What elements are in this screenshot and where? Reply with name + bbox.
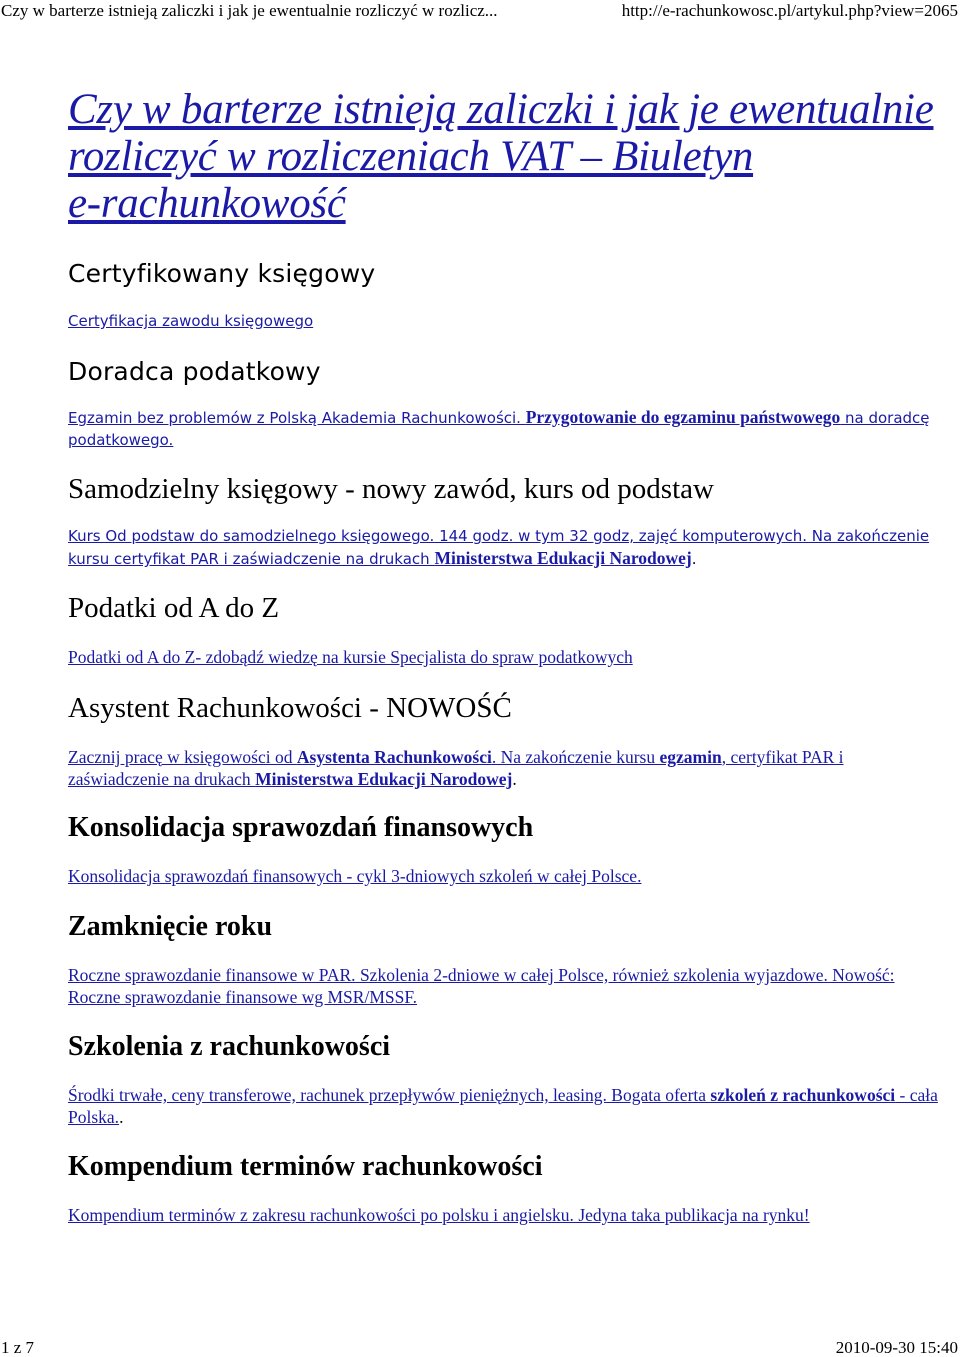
section-heading: Samodzielny księgowy - nowy zawód, kurs od podstaw (68, 473, 714, 505)
article-title (68, 86, 948, 227)
konsolidacja-link[interactable]: Konsolidacja sprawozdań finansowych - cykl 3-dniowych szkoleń w całej Polsce. (68, 866, 642, 886)
section-heading: Szkolenia z rachunkowości (68, 1031, 391, 1062)
kompendium-link[interactable]: Kompendium terminów z zakresu rachunkowości po polsku i angielsku. (68, 1205, 574, 1225)
men-link[interactable]: Ministerstwa Edukacji Narodowej (434, 548, 692, 568)
asystent-link[interactable]: Asystenta Rachunkowości (296, 747, 492, 767)
cala-polska-link[interactable]: - cała Polska. (68, 1085, 938, 1127)
section-heading: Doradca podatkowy (68, 357, 321, 386)
section-szkolenia (68, 1030, 948, 1128)
title-line-2: rozliczyć w rozliczeniach VAT – Biuletyn (68, 133, 754, 180)
roczne-sprawozdanie-link[interactable]: Roczne sprawozdanie finansowe w PAR. (68, 965, 356, 985)
egzamin-strong-link[interactable]: egzamin (659, 747, 722, 767)
section-podatki (68, 591, 948, 668)
period: . (512, 769, 517, 789)
section-doradca-podatkowy (68, 355, 948, 451)
print-header (0, 0, 960, 24)
podatki-link[interactable]: Podatki od A do Z- zdobądź wiedzę na kursie Specjalista do spraw podatkowych (68, 647, 633, 667)
zakonczenie-link[interactable]: . Na zakończenie kursu (491, 747, 660, 767)
section-text (68, 406, 948, 451)
szkolenia-2dniowe-link[interactable]: Szkolenia 2-dniowe w całej Polsce, również szkolenia wyjazdowe. (355, 965, 828, 985)
section-text (68, 1204, 948, 1226)
period: . (119, 1107, 124, 1127)
certyfikacja-link[interactable]: Certyfikacja zawodu księgowego (68, 312, 314, 330)
certyfikat-link[interactable]: , certyfikat PAR i zaświadczenie na drukach (68, 747, 844, 789)
section-text (68, 525, 948, 570)
section-text (68, 1084, 948, 1128)
page-number: 1 z 7 (1, 1338, 35, 1357)
section-text (68, 865, 948, 887)
msr-mssf-link[interactable]: Nowość: Roczne sprawozdanie finansowe wg MSR/MSSF. (68, 965, 895, 1007)
section-text (68, 746, 948, 790)
section-heading: Zamknięcie roku (68, 911, 273, 942)
title-line-3: e-rachunkowość (68, 180, 346, 227)
section-text (68, 964, 948, 1008)
title-line-1: Czy w barterze istnieją zaliczki i jak je ewentualnie (68, 86, 934, 133)
section-heading: Podatki od A do Z (68, 592, 280, 624)
print-footer (0, 1338, 960, 1357)
doradca-link[interactable]: na doradcę podatkowego. (68, 409, 930, 449)
section-samodzielny-ksiegowy (68, 472, 948, 570)
section-heading: Kompendium terminów rachunkowości (68, 1151, 543, 1182)
section-heading: Asystent Rachunkowości - NOWOŚĆ (68, 692, 512, 724)
print-header-title: Czy w barterze istnieją zaliczki i jak je ewentualnie rozliczyć w rozlicz... (1, 1, 498, 20)
article-title-link[interactable] (68, 86, 933, 227)
section-asystent (68, 691, 948, 790)
kurs-link[interactable]: Kurs Od podstaw do samodzielnego księgowego. 144 godz. w tym 32 godz, zajęć komputerowych. Na zakończenie kursu certyfikat PAR i zaświadczenie na drukach (68, 527, 930, 568)
jedyna-publikacja-link[interactable]: Jedyna taka publikacja na rynku! (573, 1205, 810, 1225)
srodki-trwale-link[interactable]: Środki trwałe, ceny transferowe, rachunek przepływów pieniężnych, leasing. (68, 1085, 607, 1105)
section-text (68, 646, 948, 668)
article-content (68, 86, 948, 1226)
section-konsolidacja (68, 811, 948, 887)
zacznij-link[interactable]: Zacznij pracę w księgowości od (68, 747, 297, 767)
bogata-oferta-link[interactable]: Bogata oferta (606, 1085, 711, 1105)
period: . (691, 550, 697, 568)
print-timestamp: 2010-09-30 15:40 (835, 1338, 958, 1357)
section-zamkniecie-roku (68, 910, 948, 1008)
print-header-url: http://e-rachunkowosc.pl/artykul.php?view=2065 (621, 1, 958, 20)
egzamin-link[interactable]: Egzamin bez problemów z Polską Akademia Rachunkowości. (68, 409, 526, 427)
section-heading: Konsolidacja sprawozdań finansowych (68, 812, 534, 843)
section-text (68, 310, 948, 332)
przygotowanie-link[interactable]: Przygotowanie do egzaminu państwowego (525, 407, 841, 427)
section-certyfikowany-ksiegowy (68, 257, 948, 332)
section-kompendium (68, 1150, 948, 1226)
szkolenia-strong-link[interactable]: szkoleń z rachunkowości (710, 1085, 896, 1105)
men-link-2[interactable]: Ministerstwa Edukacji Narodowej (255, 769, 513, 789)
section-heading: Certyfikowany księgowy (68, 259, 376, 288)
